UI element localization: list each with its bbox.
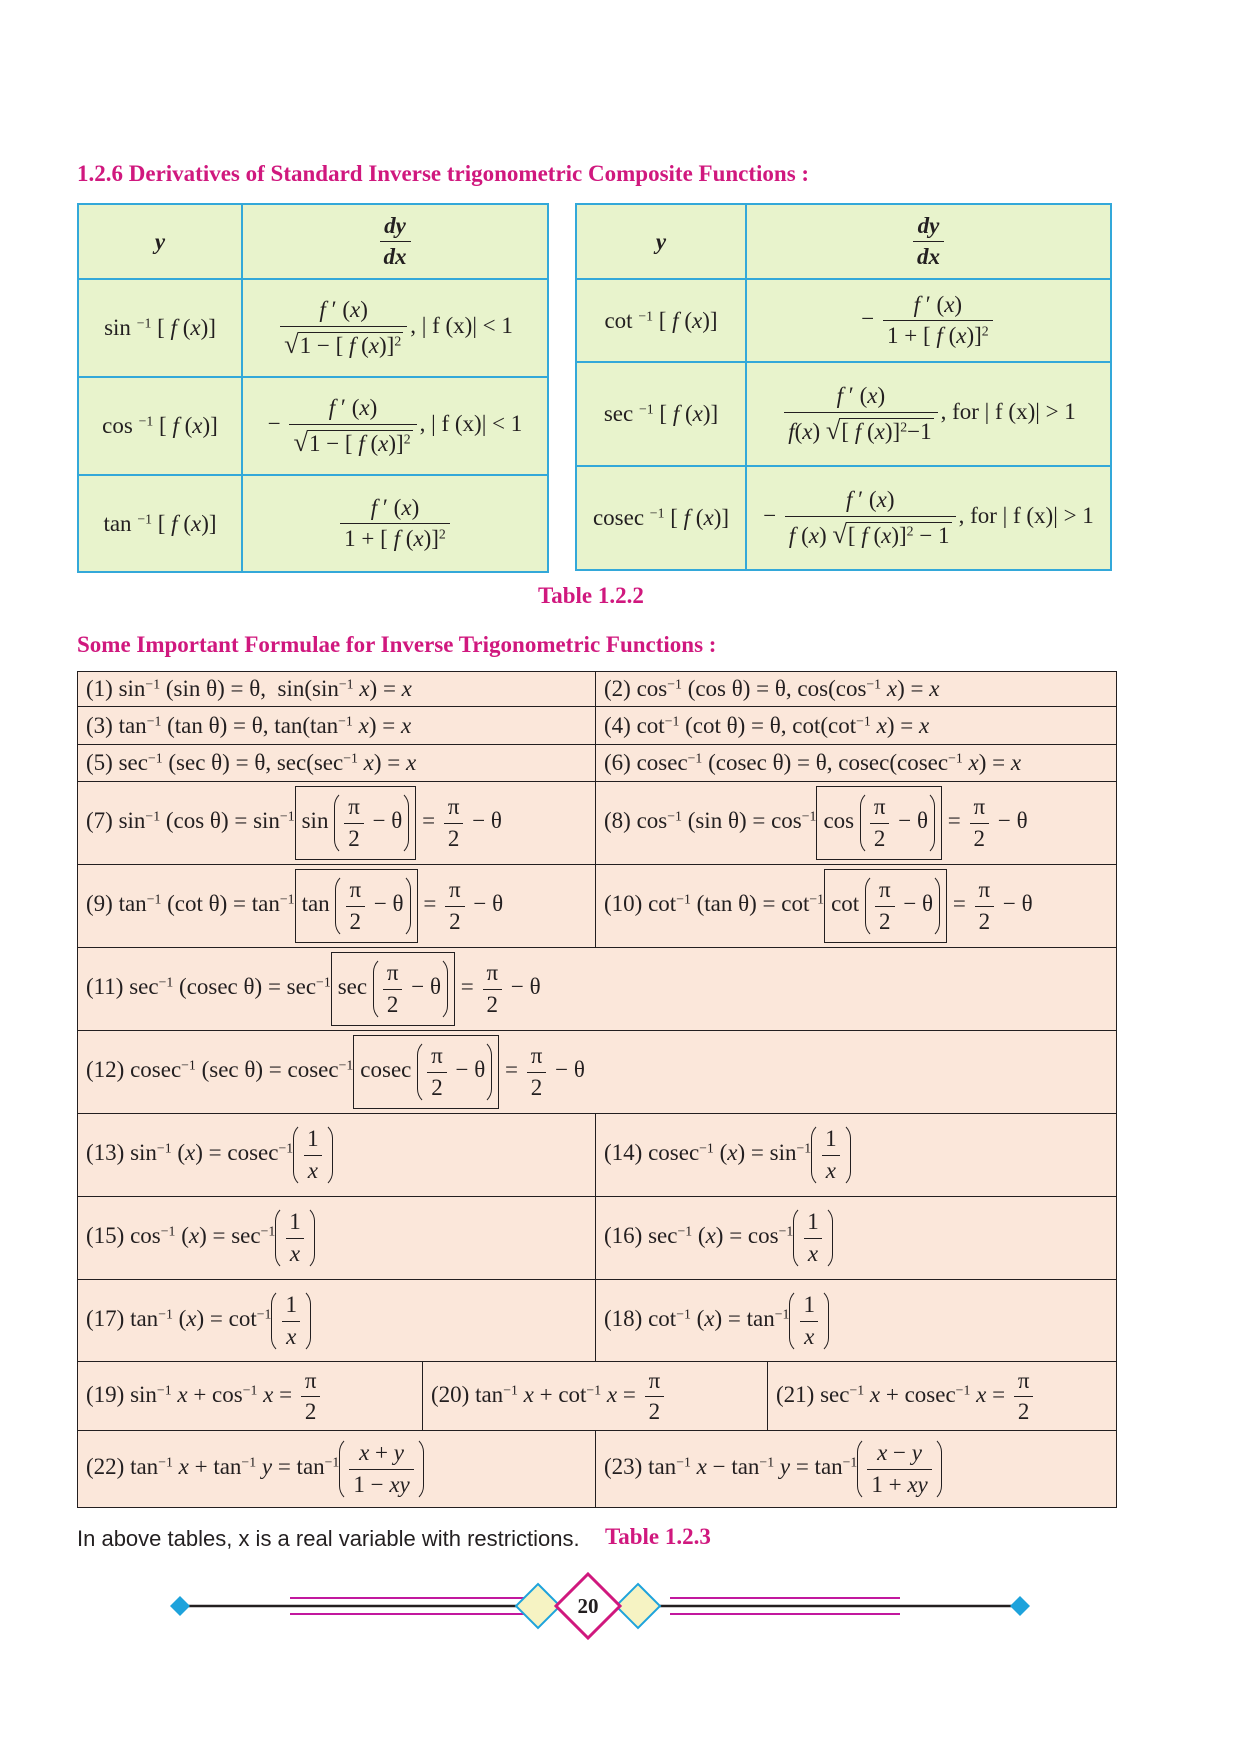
formula-cell: (11) $\sec^{-1} (cosec$ $\theta) = \sec^{-1} \sec$ $\frac{\pi}{2}$ − θ = $\frac{\pi}{2}$ − θ — [78, 948, 1117, 1031]
table-row — [78, 475, 548, 572]
table-row — [576, 466, 1111, 570]
table-row — [78, 745, 1117, 782]
fn-cell: cos $^{-1}$ [ f (x)] — [78, 377, 242, 475]
col-dydx-header: $\frac{dy}{dx}$ — [242, 204, 548, 279]
table-row — [78, 1362, 1117, 1432]
table-caption: Table 1.2.2 — [538, 583, 644, 608]
formula-cell: (1) $\sin^{-1} (\sin$ θ) = θ, $\sin(\sin^{-1}$ x) = x — [78, 672, 596, 707]
formula-cell: (15) $\cos^{-1} (x) = \sec^{-1}$ $\frac{1}{x}$ — [78, 1197, 596, 1280]
note-text: In above tables, x is a real variable with restrictions. — [77, 1526, 580, 1551]
table-row — [78, 672, 1117, 707]
table-row — [78, 865, 1117, 948]
fn-cell: cot $^{-1}$ [ f (x)] — [576, 279, 746, 362]
col-y-header: y — [576, 204, 746, 279]
table-row — [78, 1031, 1117, 1114]
formula-cell: (13) $\sin^{-1} (x) = cosec^{-1}$ $\frac{1}{x}$ — [78, 1114, 596, 1197]
derivative-table-right — [575, 203, 1112, 571]
derivative-cell: − $\frac{f ' (x)}{1 + [ f (x)]^2}$ — [746, 279, 1111, 362]
formula-heading: Some Important Formulae for Inverse Trigonometric Functions : — [77, 632, 717, 657]
table-row — [78, 279, 548, 377]
formula-cell: (14) cosec$^{-1}$ $(x) = \sin^{-1}$ $\frac{1}{x}$ — [596, 1114, 1117, 1197]
formula-cell: (9) $\tan^{-1} (\cot$ $\theta) = \tan^{-1} \tan$ $\frac{\pi}{2}$ − θ = $\frac{\pi}{2}$ − θ — [78, 865, 596, 948]
formula-cell: (7) $\sin^{-1} (\cos$ $\theta) = \sin^{-1} \sin$ $\frac{\pi}{2}$ − θ = $\frac{\pi}{2}$ − θ — [78, 782, 596, 865]
formula-cell: (22) $\tan^{-1} x + \tan^{-1} y = \tan^{-1}$ $\frac{x + y}{1 - xy}$ — [78, 1431, 596, 1508]
formula-cell: (3) $\tan^{-1} (\tan$ θ) = θ, $\tan(\tan^{-1}$ x) = x — [78, 707, 596, 745]
table-row — [78, 377, 548, 475]
derivative-cell: $\frac{f ' (x)}{1 + [ f (x)]^2}$ — [242, 475, 548, 572]
formula-cell: (10) $\cot^{-1} (\tan$ $\theta) = \cot^{-1} \cot$ $\frac{\pi}{2}$ − θ = $\frac{\pi}{2}$ − θ — [596, 865, 1117, 948]
table-row — [78, 1197, 1117, 1280]
formula-cell: (20) $\tan^{-1} x + \cot^{-1} x$ = $\frac{\pi}{2}$ — [423, 1362, 768, 1432]
section-heading: 1.2.6 Derivatives of Standard Inverse trigonometric Composite Functions : — [77, 161, 810, 186]
page-footer — [170, 1570, 1030, 1650]
derivative-cell: $\frac{f ' (x)}{f(x) √[ f (x)]^2-1}$ , for | f (x)| > 1 — [746, 362, 1111, 466]
fn-cell: sec $^{-1}$ [ f (x)] — [576, 362, 746, 466]
formula-cell: (4) $\cot^{-1} (\cot$ θ) = θ, $\cot(\cot^{-1}$ x) = x — [596, 707, 1117, 745]
table-row — [576, 279, 1111, 362]
formula-table — [77, 671, 1117, 1363]
table-row — [78, 1431, 1117, 1508]
formula-cell: (23) $\tan^{-1} x - \tan^{-1} y = \tan^{-1}$ $\frac{x - y}{1 + xy}$ — [596, 1431, 1117, 1508]
formula-cell: (18) $\cot^{-1} (x) = \tan^{-1}$ $\frac{1}{x}$ — [596, 1280, 1117, 1363]
formula-cell: (6) cosec$^{-1}$ (cosec θ) = θ, cosec(cosec$^{-1}$ x) = x — [596, 745, 1117, 782]
formula-cell: (12) cosec$^{-1}$ (sec θ) = cosec$^{-1}$ cosec $\frac{\pi}{2}$ − θ = $\frac{\pi}{2}$ − θ — [78, 1031, 1117, 1114]
table-row — [78, 1114, 1117, 1197]
formula-cell: (16) $\sec^{-1} (x) = \cos^{-1}$ $\frac{1}{x}$ — [596, 1197, 1117, 1280]
table-row — [78, 782, 1117, 865]
derivative-cell: − $\frac{f ' (x)}{√1 - [ f (x)]^2}$ , | f (x)| < 1 — [242, 377, 548, 475]
col-y-header: y — [78, 204, 242, 279]
fn-cell: cosec $^{-1}$ [ f (x)] — [576, 466, 746, 570]
col-dydx-header: $\frac{dy}{dx}$ — [746, 204, 1111, 279]
formula-table-last — [77, 1430, 1117, 1508]
derivative-table-left — [77, 203, 549, 573]
formula-cell: (21) $\sec^{-1} x + cosec^{-1}$ x = $\frac{\pi}{2}$ — [768, 1362, 1117, 1432]
table-caption: Table 1.2.3 — [605, 1524, 711, 1549]
formula-table-three-col — [77, 1361, 1117, 1432]
table-row — [78, 948, 1117, 1031]
table-row — [576, 362, 1111, 466]
fn-cell: sin $^{-1}$ [ f (x)] — [78, 279, 242, 377]
page-number: 20 — [577, 1594, 599, 1618]
formula-cell: (2) $\cos^{-1} (\cos$ θ) = θ, $\cos(\cos^{-1}$ x) = x — [596, 672, 1117, 707]
formula-cell: (19) $\sin^{-1} x + \cos^{-1} x$ = $\frac{\pi}{2}$ — [78, 1362, 423, 1432]
formula-cell: (5) $\sec^{-1} (\sec$ θ) = θ, $\sec(\sec^{-1}$ x) = x — [78, 745, 596, 782]
fn-cell: tan $^{-1}$ [ f (x)] — [78, 475, 242, 572]
derivative-cell: − $\frac{f ' (x)}{f (x) √[ f (x)]^2 - 1}$ , for | f (x)| > 1 — [746, 466, 1111, 570]
formula-cell: (17) $\tan^{-1} (x) = \cot^{-1}$ $\frac{1}{x}$ — [78, 1280, 596, 1363]
table-row — [78, 1280, 1117, 1363]
formula-cell: (8) $\cos^{-1} (\sin$ $\theta) = \cos^{-1} \cos$ $\frac{\pi}{2}$ − θ = $\frac{\pi}{2}$ − θ — [596, 782, 1117, 865]
table-row — [78, 707, 1117, 745]
derivative-cell: $\frac{f ' (x)}{√1 - [ f (x)]^2}$ , | f (x)| < 1 — [242, 279, 548, 377]
